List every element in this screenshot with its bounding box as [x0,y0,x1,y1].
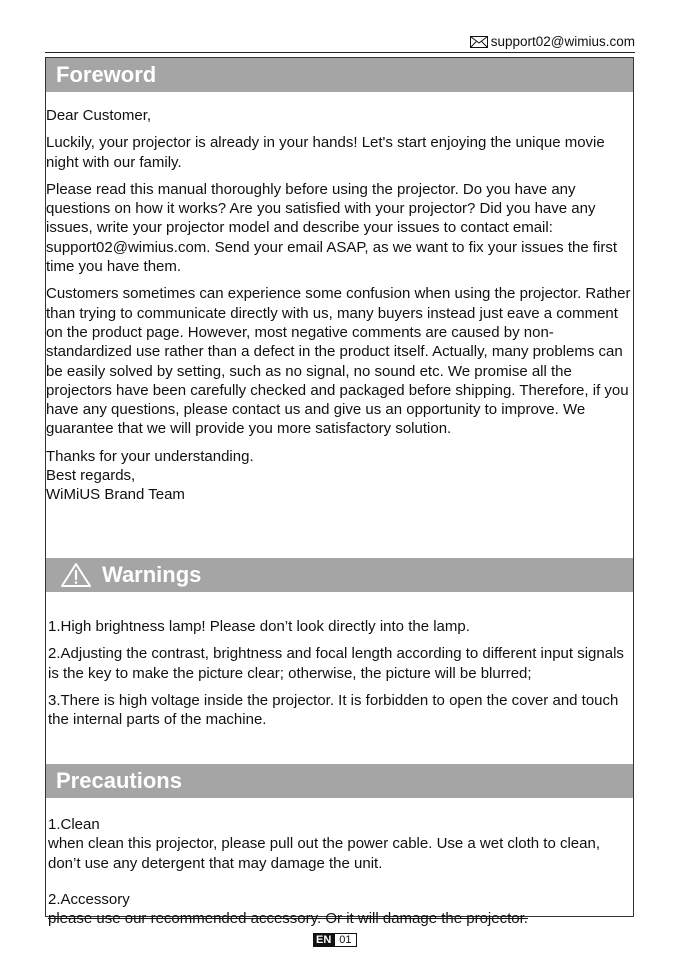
precaution-heading-accessory: 2.Accessory [48,890,130,908]
foreword-title: Foreword [56,62,157,87]
foreword-greeting: Dear Customer, [46,107,152,124]
foreword-paragraph: Please read this manual thoroughly before using the projector. Do you have any questions on how it works? Are you satisfied with your projector? Did you have any issues, write your projector model and describe your issues to contact email: support02@wimius.com. Send your email ASAP, as we want to fix your issues the first time you have them. [46,180,618,276]
content-frame [45,57,634,928]
closing-team: WiMiUS Brand Team [46,486,185,504]
closing-regards: Best regards, [46,467,136,485]
header-rule [45,52,635,53]
precaution-text-clean: when clean this projector, please pull out the power cable. Use a wet cloth to clean, don’t use any detergent that may damage the unit. [48,835,600,872]
warnings-title: Warnings [102,562,202,587]
foreword-paragraph: Customers sometimes can experience some confusion when using the projector. Rather than trying to communicate directly with us, many buyers instead just eave a comment on the product page. However, most negative comments are caused by non-standardized use rather than a defect in the product itself. Actually, many problems can be easily solved by setting, such as no signal, no sound etc. We promise all the projectors have been carefully checked and packaged before shipping. Therefore, if you have any questions, please contact us and give us an opportunity to improve. We guarantee that we will provide you more satisfactory solution. [46,285,631,438]
warning-item: 3.There is high voltage inside the projector. It is forbidden to open the cover and touch the internal parts of the machine. [48,691,619,729]
warning-item: 1.High brightness lamp! Please don’t look directly into the lamp. [48,618,470,635]
precautions-body [46,815,633,928]
precaution-text-accessory: please use our recommended accessory. Or it will damage the projector. [48,910,528,928]
foreword-paragraph: Luckily, your projector is already in your hands! Let's start enjoying the unique movie night with our family. [46,134,605,171]
foreword-closing [46,447,633,505]
precaution-item [48,815,633,873]
header-email-text: support02@wimius.com [490,34,635,49]
warning-item: 2.Adjusting the contrast, brightness and focal length according to different input signals is the key to make the picture clear; otherwise, the picture will be blurred; [48,645,624,682]
precautions-bar [46,764,633,798]
foreword-body [46,106,633,505]
page-number [313,933,357,947]
warnings-bar [46,558,633,592]
foreword-bar [46,58,633,92]
page-language-badge: EN [313,933,334,947]
precaution-item [48,890,633,929]
precaution-heading-clean: 1.Clean [48,816,100,833]
warning-triangle-icon [60,562,92,588]
precautions-title: Precautions [56,768,182,793]
header-email [470,34,635,49]
envelope-icon [470,36,488,48]
closing-thanks: Thanks for your understanding. [46,447,254,465]
warnings-body [46,617,633,729]
page-number-value: 01 [334,933,356,947]
